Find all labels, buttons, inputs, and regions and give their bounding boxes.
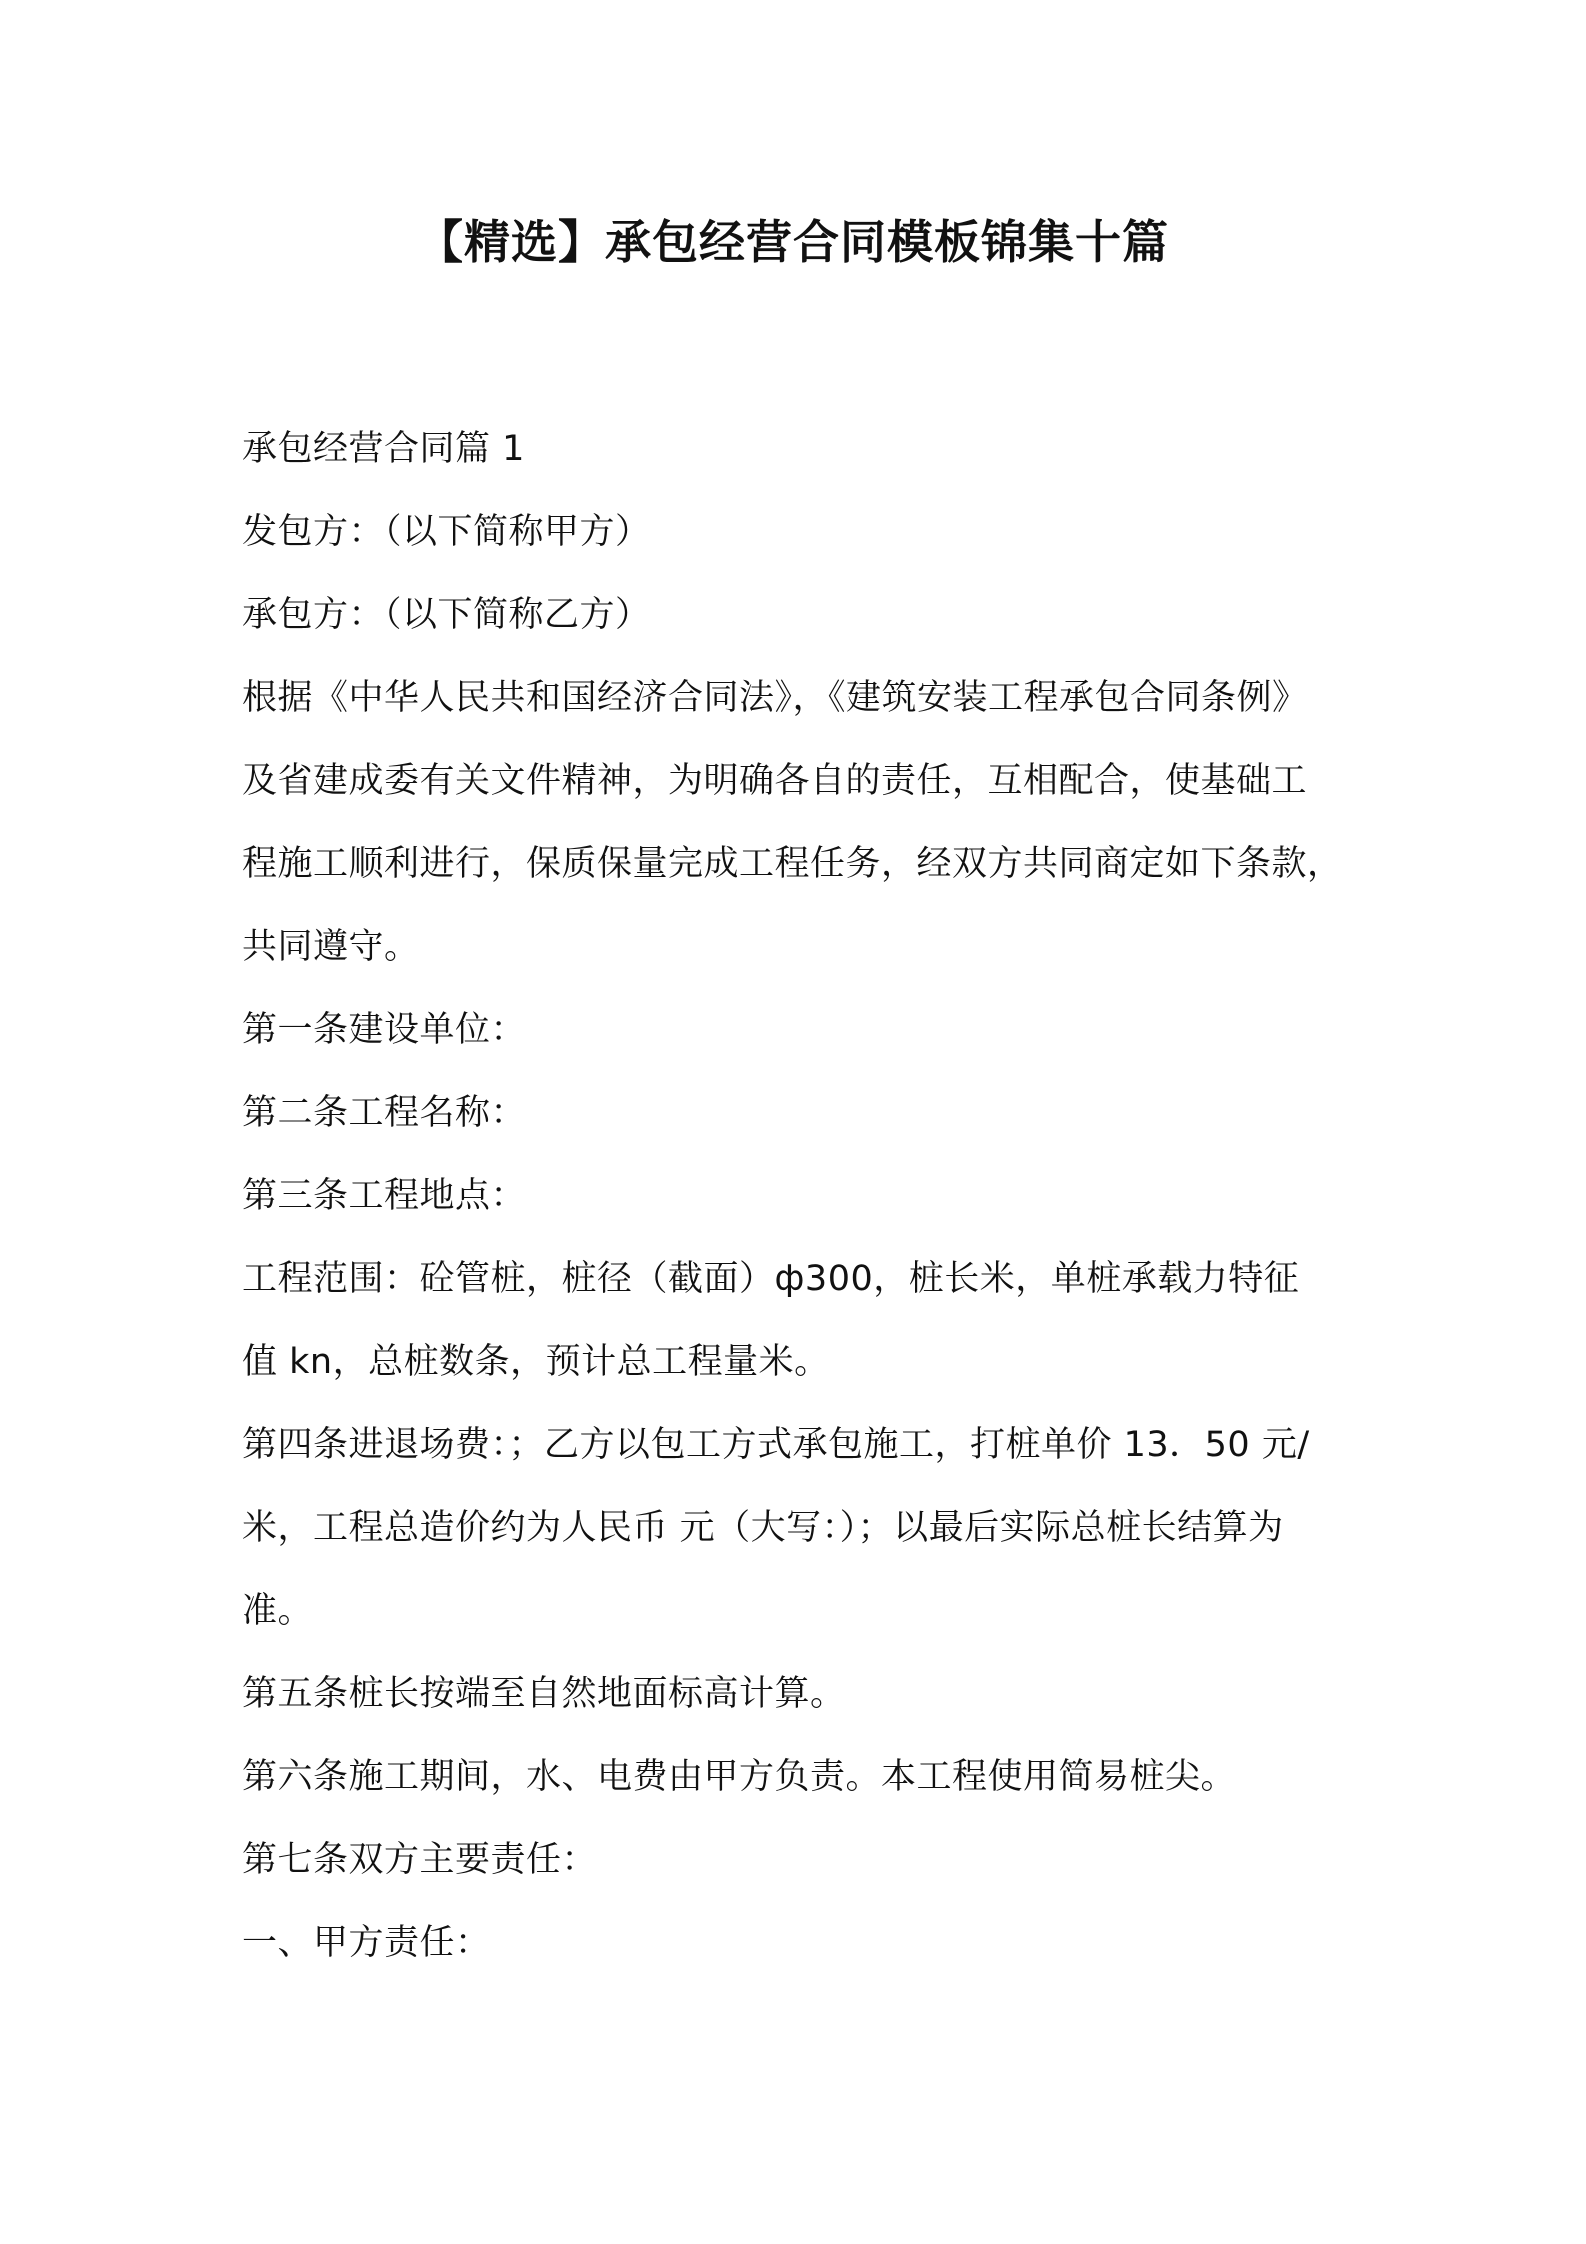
article-1: 第一条建设单位： xyxy=(242,1010,527,1050)
basis-line-4: 共同遵守。 xyxy=(242,927,420,967)
basis-line-1: 根据《中华人民共和国经济合同法》，《建筑安装工程承包合同条例》 xyxy=(242,678,1308,718)
article-7: 第七条双方主要责任： xyxy=(242,1840,598,1880)
article-4-line-3: 准。 xyxy=(242,1591,314,1631)
scope-line-1: 工程范围：砼管桩，桩径（截面）ф300，桩长米，单桩承载力特征 xyxy=(242,1259,1300,1299)
party-a-line: 发包方：（以下简称甲方） xyxy=(242,512,651,552)
basis-line-3: 程施工顺利进行，保质保量完成工程任务，经双方共同商定如下条款， xyxy=(242,844,1343,884)
article-4-line-1: 第四条进退场费：；乙方以包工方式承包施工，打桩单价 13．50 元/ xyxy=(242,1425,1310,1465)
document-body xyxy=(242,408,1362,1985)
party-b-line: 承包方：（以下简称乙方） xyxy=(242,595,651,635)
article-2: 第二条工程名称： xyxy=(242,1093,527,1133)
article-4-line-2: 米，工程总造价约为人民币 元（大写：）；以最后实际总桩长结算为 xyxy=(242,1508,1284,1548)
article-3: 第三条工程地点： xyxy=(242,1176,527,1216)
document-title: 【精选】承包经营合同模板锦集十篇 xyxy=(417,215,1169,269)
section-heading: 承包经营合同篇 1 xyxy=(242,429,525,469)
article-5: 第五条桩长按端至自然地面标高计算。 xyxy=(242,1674,846,1714)
party-a-duty-heading: 一、甲方责任： xyxy=(242,1923,491,1963)
basis-line-2: 及省建成委有关文件精神，为明确各自的责任，互相配合，使基础工 xyxy=(242,761,1308,801)
article-6: 第六条施工期间，水、电费由甲方负责。本工程使用简易桩尖。 xyxy=(242,1757,1237,1797)
scope-line-2: 值 kn，总桩数条，预计总工程量米。 xyxy=(242,1342,830,1382)
